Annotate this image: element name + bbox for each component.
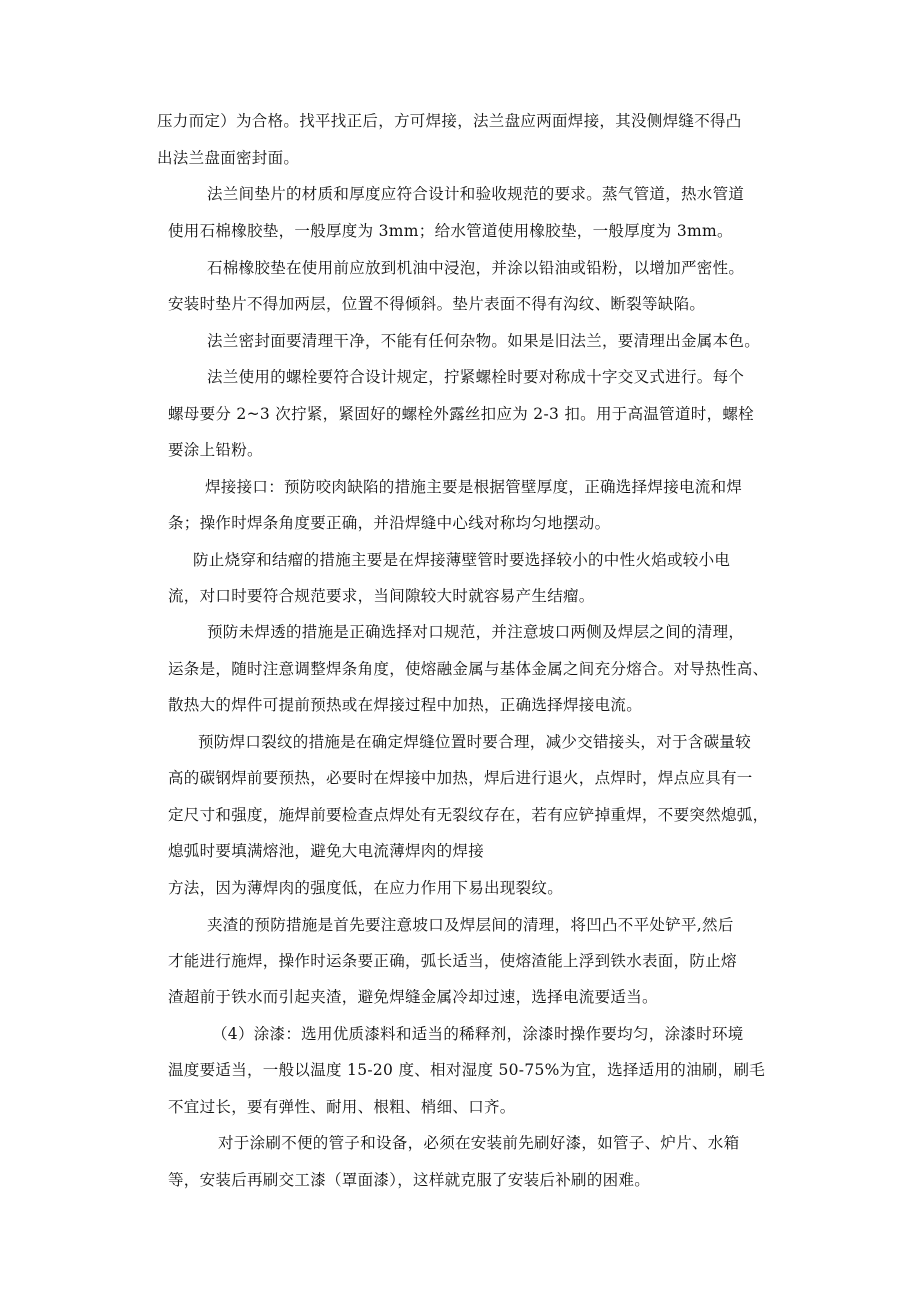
text-line: 散热大的焊件可提前预热或在焊接过程中加热，正确选择焊接电流。 <box>168 696 643 714</box>
text-line: 定尺寸和强度，施焊前要检查点焊处有无裂纹存在，若有应铲掉重焊，不要突然熄弧， <box>168 806 769 824</box>
text-line: 焊接接口：预防咬肉缺陷的措施主要是根据管壁厚度，正确选择焊接电流和焊 <box>205 478 743 496</box>
text-line: 法兰间垫片的材质和厚度应符合设计和验收规范的要求。蒸气管道，热水管道 <box>207 185 745 203</box>
text-line: 等，安装后再刷交工漆（罩面漆），这样就克服了安装后补刷的困难。 <box>168 1171 651 1189</box>
text-line: 使用石棉橡胶垫，一般厚度为 3mm；给水管道使用橡胶垫，一般厚度为 3mm。 <box>168 222 733 240</box>
text-line: 法兰密封面要清理干净，不能有任何杂物。如果是旧法兰，要清理出金属本色。 <box>207 332 761 350</box>
text-line: 温度要适当，一般以温度 15-20 度、相对湿度 50-75%为宜，选择适用的油刷，刷毛 <box>168 1061 766 1079</box>
text-line: （4）涂漆：选用优质漆料和适当的稀释剂，涂漆时操作要均匀，涂漆时环境 <box>212 1025 744 1043</box>
text-line: 流，对口时要符合规范要求，当间隙较大时就容易产生结瘤。 <box>168 587 595 605</box>
text-line: 高的碳钢焊前要预热，必要时在焊接中加热，焊后进行退火，点焊时，焊点应具有一 <box>168 769 753 787</box>
text-line: 夹渣的预防措施是首先要注意坡口及焊层间的清理，将凹凸不平处铲平,然后 <box>207 916 734 934</box>
text-line: 熄弧时要填满熔池，避免大电流薄焊肉的焊接 <box>168 842 485 860</box>
text-line: 不宜过长，要有弹性、耐用、根粗、梢细、口齐。 <box>168 1098 516 1116</box>
text-line: 预防焊口裂纹的措施是在确定焊缝位置时要合理，减少交错接头，对于含碳量较 <box>198 733 752 751</box>
text-line: 法兰使用的螺栓要符合设计规定，拧紧螺栓时要对称成十字交叉式进行。每个 <box>207 368 745 386</box>
text-line: 对于涂刷不便的管子和设备，必须在安装前先刷好漆，如管子、炉片、水箱 <box>218 1134 740 1152</box>
text-line: 条；操作时焊条角度要正确，并沿焊缝中心线对称均匀地摆动。 <box>168 514 611 532</box>
text-line: 压力而定）为合格。找平找正后，方可焊接，法兰盘应两面焊接，其没侧焊缝不得凸 <box>157 112 742 130</box>
text-line: 要涂上铅粉。 <box>168 441 263 459</box>
text-line: 防止烧穿和结瘤的措施主要是在焊接薄壁管时要选择较小的中性火焰或较小电 <box>193 551 731 569</box>
text-line: 螺母要分 2~3 次拧紧，紧固好的螺栓外露丝扣应为 2-3 扣。用于高温管道时，螺栓 <box>168 405 754 423</box>
text-line: 安装时垫片不得加两层，位置不得倾斜。垫片表面不得有沟纹、断裂等缺陷。 <box>168 295 706 313</box>
text-line: 预防未焊透的措施是正确选择对口规范，并注意坡口两侧及焊层之间的清理， <box>207 623 745 641</box>
text-line: 石棉橡胶垫在使用前应放到机油中浸泡，并涂以铅油或铅粉，以增加严密性。 <box>207 259 745 277</box>
text-line: 方法，因为薄焊肉的强度低，在应力作用下易出现裂纹。 <box>168 879 564 897</box>
text-line: 才能进行施焊，操作时运条要正确，弧长适当，使熔渣能上浮到铁水表面，防止熔 <box>168 952 737 970</box>
text-line: 渣超前于铁水而引起夹渣，避免焊缝金属冷却过速，选择电流要适当。 <box>168 988 658 1006</box>
text-line: 出法兰盘面密封面。 <box>157 149 300 167</box>
text-line: 运条是，随时注意调整焊条角度，使熔融金属与基体金属之间充分熔合。对导热性高、 <box>168 660 769 678</box>
